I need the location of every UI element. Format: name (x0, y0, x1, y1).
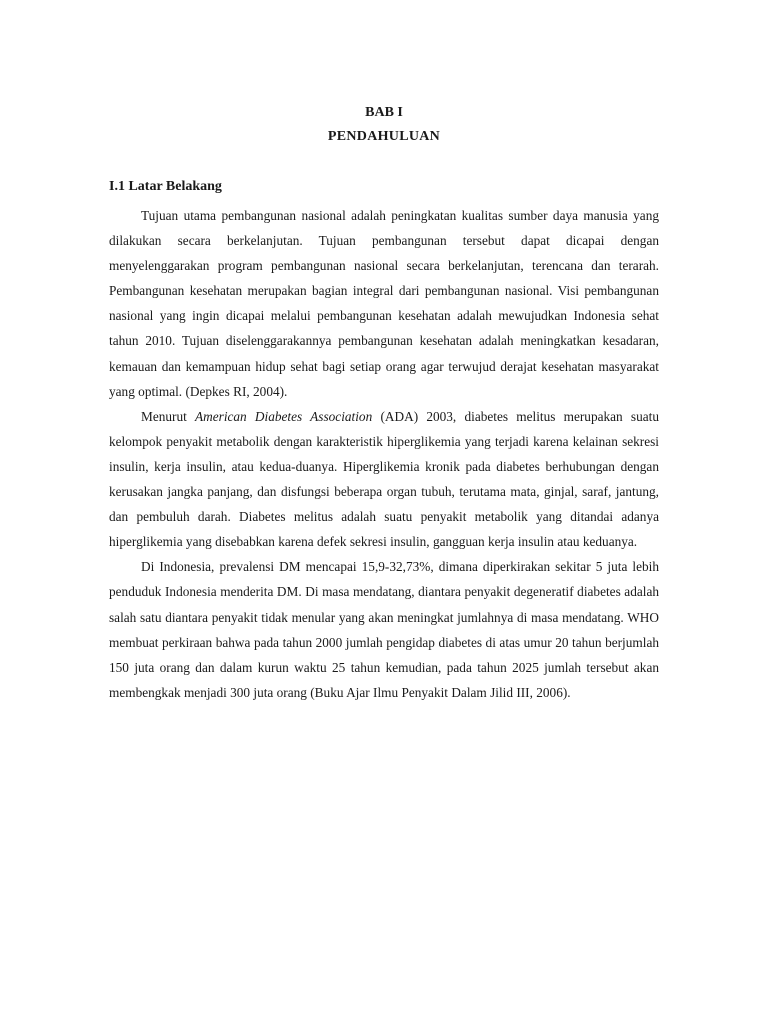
paragraph-1-text: Tujuan utama pembangunan nasional adalah peningkatan kualitas sumber daya manusia yang dilakukan secara berkelanjutan. Tujuan pembangunan tersebut dapat dicapai dengan menyelenggarakan program pembangunan nasional secara berkelanjutan, terencana dan terarah. Pembangunan kesehatan merupakan bagian integral dari pembangunan nasional. Visi pembangunan nasional yang ingin dicapai melalui pembangunan kesehatan adalah mewujudkan Indonesia sehat tahun 2010. Tujuan diselenggarakannya pembangunan kesehatan adalah meningkatkan kesadaran, kemauan dan kemampuan hidup sehat bagi setiap orang agar terwujud derajat kesehatan masyarakat yang optimal. (Depkes RI, 2004). (109, 208, 659, 399)
section-heading: I.1 Latar Belakang (109, 179, 222, 194)
paragraph-2-lead: Menurut (141, 408, 196, 424)
paragraph-2 (109, 404, 659, 555)
paragraph-3 (109, 554, 659, 705)
document-body (109, 203, 659, 705)
paragraph-2-italic-term: American Diabetes Association (195, 408, 373, 424)
chapter-title: PENDAHULUAN (327, 129, 441, 144)
chapter-number: BAB I (365, 105, 403, 120)
paragraph-2-text: (ADA) 2003, diabetes melitus merupakan suatu kelompok penyakit metabolik dengan karakteristik hiperglikemia yang terjadi karena kelainan sekresi insulin, kerja insulin, atau kedua-duanya. Hiperglikemia kronik pada diabetes berhubungan dengan kerusakan jangka panjang, dan disfungsi beberapa organ tubuh, terutama mata, ginjal, saraf, jantung, dan pembuluh darah. Diabetes melitus adalah suatu penyakit metabolik yang ditandai adanya hiperglikemia yang disebabkan karena defek sekresi insulin, gangguan kerja insulin atau keduanya. (109, 408, 659, 550)
paragraph-1 (109, 203, 659, 404)
paragraph-3-text: Di Indonesia, prevalensi DM mencapai 15,9-32,73%, dimana diperkirakan sekitar 5 juta lebih penduduk Indonesia menderita DM. Di masa mendatang, diantara penyakit degeneratif diabetes adalah salah satu diantara penyakit tidak menular yang akan meningkat jumlahnya di masa mendatang. WHO membuat perkiraan bahwa pada tahun 2000 jumlah pengidap diabetes di atas umur 20 tahun berjumlah 150 juta orang dan dalam kurun waktu 25 tahun kemudian, pada tahun 2025 jumlah tersebut akan membengkak menjadi 300 juta orang (Buku Ajar Ilmu Penyakit Dalam Jilid III, 2006). (109, 559, 659, 700)
